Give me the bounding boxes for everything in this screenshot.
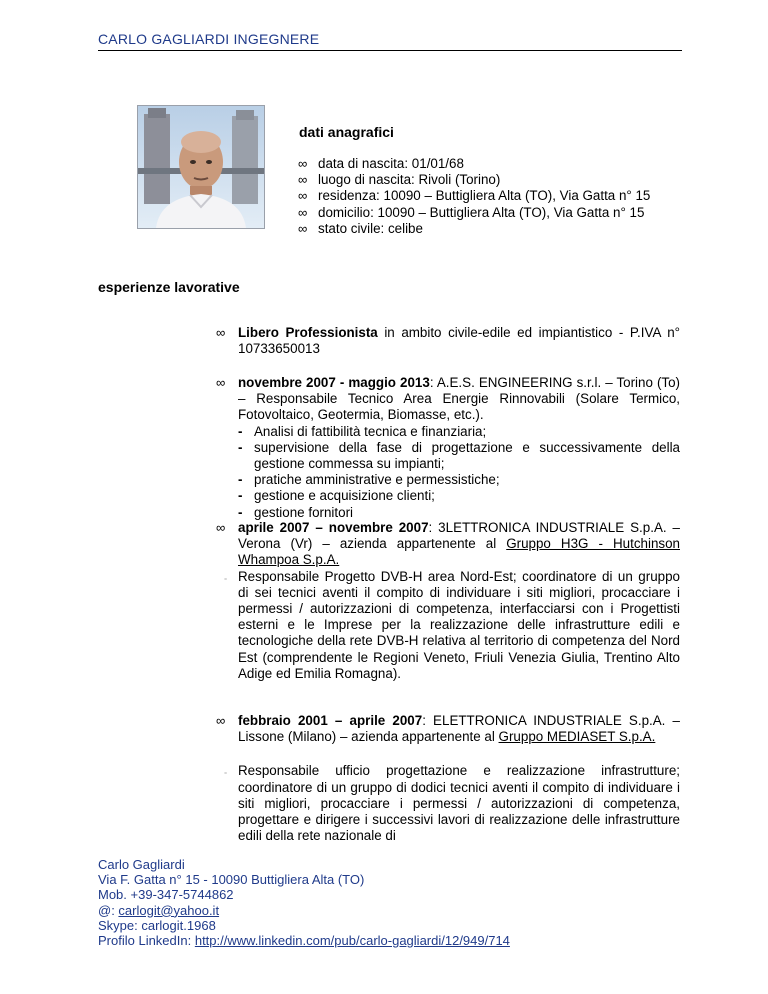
birth-place: luogo di nascita: Rivoli (Torino) <box>318 172 501 188</box>
footer-address: Via F. Gatta n° 15 - 10090 Buttigliera Alta (TO) <box>98 872 365 888</box>
company-group: Gruppo MEDIASET S.p.A. <box>498 729 656 745</box>
infinity-bullet-icon: ∞ <box>298 204 308 220</box>
job-period: febbraio 2001 – aprile 2007 <box>238 713 423 728</box>
personal-data-heading: dati anagrafici <box>299 124 394 140</box>
infinity-bullet-icon: ∞ <box>216 325 226 340</box>
job-responsibilities-text: Responsabile Progetto DVB-H area Nord-Est; coordinatore di un gruppo di sei tecnici aventi il compito di individuare i siti migliori, procacciare i permessi / autorizzazioni di competenza, interfacciarsi con i Progettisti esterni e le Imprese per la realizzazione delle infrastrutture edili e tecnologiche della rete DVB-H relativa al territorio di competenza del Nord Est (comprendente le Regioni Veneto, Friuli Venezia Giulia, Trentino Alto Adige ed Emilia Romagna). <box>238 568 680 681</box>
list-item <box>298 221 650 237</box>
domicile: domicilio: 10090 – Buttigliera Alta (TO), Via Gatta n° 15 <box>318 204 645 220</box>
job-description: : ELETTRONICA INDUSTRIALE S.p.A. – Lissone (Milano) – azienda appartenente al <box>238 713 680 745</box>
list-item <box>238 472 680 488</box>
page-footer <box>98 857 510 948</box>
list-item <box>298 172 650 188</box>
infinity-bullet-icon: ∞ <box>298 188 308 204</box>
page-header-title: CARLO GAGLIARDI INGEGNERE <box>98 31 682 51</box>
list-item <box>298 156 650 172</box>
job-period: aprile 2007 – novembre 2007 <box>238 520 429 535</box>
task-text: supervisione della fase di progettazione e successivamente della gestione commessa su impianti; <box>254 439 680 472</box>
marital-status: stato civile: celibe <box>318 220 423 236</box>
job-responsibilities <box>224 568 680 682</box>
dash-marker: - <box>238 488 243 504</box>
list-item <box>238 505 680 521</box>
footer-mobile: Mob. +39-347-5744862 <box>98 887 234 903</box>
dash-marker: - <box>238 439 243 455</box>
infinity-bullet-icon: ∞ <box>298 156 308 171</box>
infinity-bullet-icon: ∞ <box>216 520 226 535</box>
linkedin-link[interactable]: http://www.linkedin.com/pub/carlo-gagliardi/12/949/714 <box>194 933 510 949</box>
list-item <box>238 424 680 440</box>
job-description: : A.E.S. ENGINEERING s.r.l. – Torino (To) – Responsabile Tecnico Area Energie Rinnovabili (Solare Termico, Fotovoltaico, Geotermia, Biomasse, etc.). <box>238 375 681 423</box>
email-link[interactable]: carlogit@yahoo.it <box>118 902 220 918</box>
dash-marker: - <box>238 423 243 439</box>
job-period: novembre 2007 - maggio 2013 <box>238 375 430 390</box>
personal-data-list <box>298 156 650 237</box>
task-text: pratiche amministrative e permessistiche; <box>254 472 500 488</box>
job-description: in ambito civile-edile ed impiantistico - P.IVA n° 10733650013 <box>238 325 680 357</box>
job-entry-aes <box>216 375 680 521</box>
footer-skype: Skype: carlogit.1968 <box>98 917 216 933</box>
list-item <box>238 440 680 472</box>
list-item <box>298 205 650 221</box>
infinity-bullet-icon: ∞ <box>216 713 226 728</box>
list-item <box>238 488 680 504</box>
email-prefix: @: <box>98 902 119 918</box>
footer-email-row <box>98 903 510 918</box>
job-responsibilities-text: Responsabile ufficio progettazione e realizzazione infrastrutture; coordinatore di un gruppo di dodici tecnici aventi il compito di individuare i siti migliori, procacciare i permessi / autorizzazioni di competenza, progettare e dirigere i successivi lavori di realizzazione delle infrastrutture edili della rete nazionale di <box>238 763 680 844</box>
infinity-bullet-icon: ∞ <box>216 375 226 390</box>
job-title: Libero Professionista <box>238 325 378 340</box>
job-text <box>238 713 680 745</box>
job-entry-elettronica <box>216 713 680 844</box>
job-responsibilities <box>224 763 680 844</box>
small-marker-icon: ⁼ <box>224 577 228 584</box>
residence: residenza: 10090 – Buttigliera Alta (TO), Via Gatta n° 15 <box>318 188 651 204</box>
work-experience-heading: esperienze lavorative <box>98 279 240 295</box>
infinity-bullet-icon: ∞ <box>298 220 308 236</box>
task-list <box>238 424 680 521</box>
dash-marker: - <box>238 504 243 520</box>
footer-name: Carlo Gagliardi <box>98 857 185 872</box>
job-description: : 3LETTRONICA INDUSTRIALE S.p.A. – Verona (Vr) – azienda appartenente al <box>238 520 680 552</box>
infinity-bullet-icon: ∞ <box>298 172 308 188</box>
job-text <box>238 325 680 357</box>
profile-photo <box>137 105 265 229</box>
job-text <box>238 375 680 424</box>
job-text <box>238 520 680 569</box>
small-marker-icon: ⁼ <box>224 772 228 779</box>
task-text: gestione fornitori <box>254 504 353 520</box>
task-text: Analisi di fattibilità tecnica e finanziaria; <box>254 423 487 439</box>
birth-date: data di nascita: 01/01/68 <box>318 156 464 171</box>
company-group: Gruppo H3G - Hutchinson Whampoa S.p.A. <box>238 536 680 568</box>
footer-linkedin-row <box>98 933 510 948</box>
list-item <box>298 188 650 204</box>
task-text: gestione e acquisizione clienti; <box>254 488 435 504</box>
job-entry-freelance <box>216 325 680 357</box>
linkedin-prefix: Profilo LinkedIn: <box>98 933 195 949</box>
job-entry-3lettronica <box>216 520 680 682</box>
dash-marker: - <box>238 472 243 488</box>
